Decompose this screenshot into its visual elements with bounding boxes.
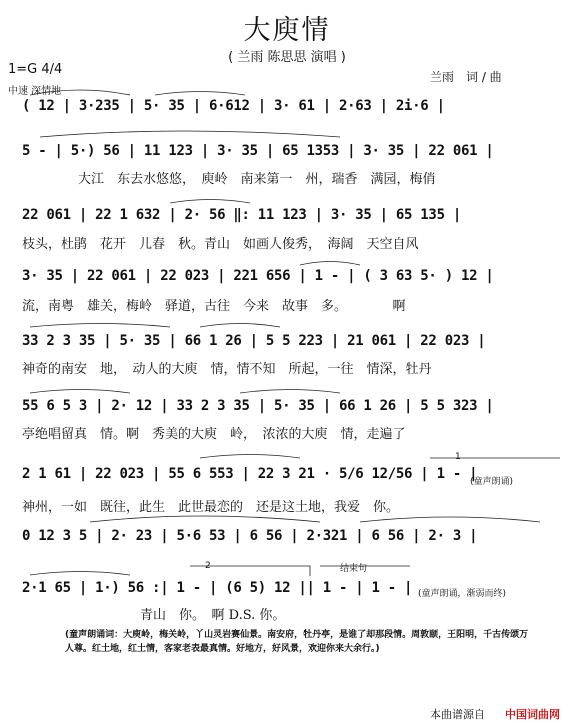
voice-annotation: (童声朗诵) (470, 477, 514, 487)
score-row-1: ( 12 | 3·235 | 5· 35 | 6·612 | 3· 61 | 2·63 | 2i·6 | (22, 98, 445, 114)
lyric-row-3: 枝头，杜鹃 花开 儿春 秋。青山 如画人俊秀， 海阔 天空自风 (22, 237, 419, 252)
score-row-6: 55 6 5 3 | 2· 12 | 33 2 3 35 | 5· 35 | 66 1 26 | 5 5 323 | (22, 398, 494, 414)
score-row-3: 22 061 | 22 1 632 | 2· 56 ‖: 11 123 | 3· 35 | 65 135 | (22, 207, 461, 223)
footer-source: 本曲谱源自 (430, 708, 485, 721)
volta-2-label: 2 (205, 561, 211, 571)
footer-brand-logo: 中国词曲网 (505, 708, 560, 721)
lyric-row-5: 神奇的南安 地， 动人的大庾 情，情不知 所起，一往 情深，牡丹 (22, 362, 432, 377)
song-title: 大庾情 (243, 15, 331, 46)
key-signature: 1=G 4/4 (8, 62, 63, 77)
ending-marker: 结束句 (340, 564, 368, 574)
score-row-9: 2·1 65 | 1·) 56 :| 1 - | (6 5) 12 || 1 - | 1 - | (22, 580, 413, 596)
voice-fade-annotation: (童声朗诵，渐弱而终) (418, 589, 507, 599)
score-row-5: 33 2 3 35 | 5· 35 | 66 1 26 | 5 5 223 | 21 061 | 22 023 | (22, 333, 486, 349)
lyricist-composer: 兰雨 词 / 曲 (430, 70, 502, 84)
volta-1-label: 1 (455, 452, 461, 462)
tempo-marking: 中速 深情地 (8, 86, 62, 97)
lyric-row-6: 亭绝唱留真 情。啊 秀美的大庾 岭， 浓浓的大庾 情，走遍了 (22, 427, 406, 442)
score-row-4: 3· 35 | 22 061 | 22 023 | 221 656 | 1 - | ( 3 63 5· ) 12 | (22, 268, 494, 284)
performers: ( 兰雨 陈思思 演唱 ) (228, 50, 346, 65)
recitation-text: (童声朗诵词：大庾岭，梅关岭，丫山灵岩赛仙景。南安府，牡丹亭，是谁了却那段情。周敦颐，王阳明，千古传颂万人尊。红土地，红土情，客家老表最真情。好地方，好风景，欢迎你来大余行。) (65, 630, 529, 654)
lyric-row-9: 青山 你。 啊 D.S. 你。 (140, 608, 286, 623)
lyric-row-4: 流，南粤 雄关，梅岭 驿道，古往 今来 故事 多。 啊 (22, 299, 406, 314)
score-row-7: 2 1 61 | 22 023 | 55 6 553 | 22 3 21 · 5/6 12/56 | 1 - | (22, 466, 478, 482)
lyric-row-2: 大江 东去水悠悠， 庾岭 南来第一 州，瑞香 满园，梅俏 (78, 172, 436, 187)
score-row-8: 0 12 3 5 | 2· 23 | 5·6 53 | 6 56 | 2·321 | 6 56 | 2· 3 | (22, 528, 478, 544)
lyric-row-7: 神州，一如 既往，此生 此世最恋的 还是这土地，我爱 你。 (22, 500, 400, 515)
score-row-2: 5 - | 5·) 56 | 11 123 | 3· 35 | 65 1353 | 3· 35 | 22 061 | (22, 143, 494, 159)
